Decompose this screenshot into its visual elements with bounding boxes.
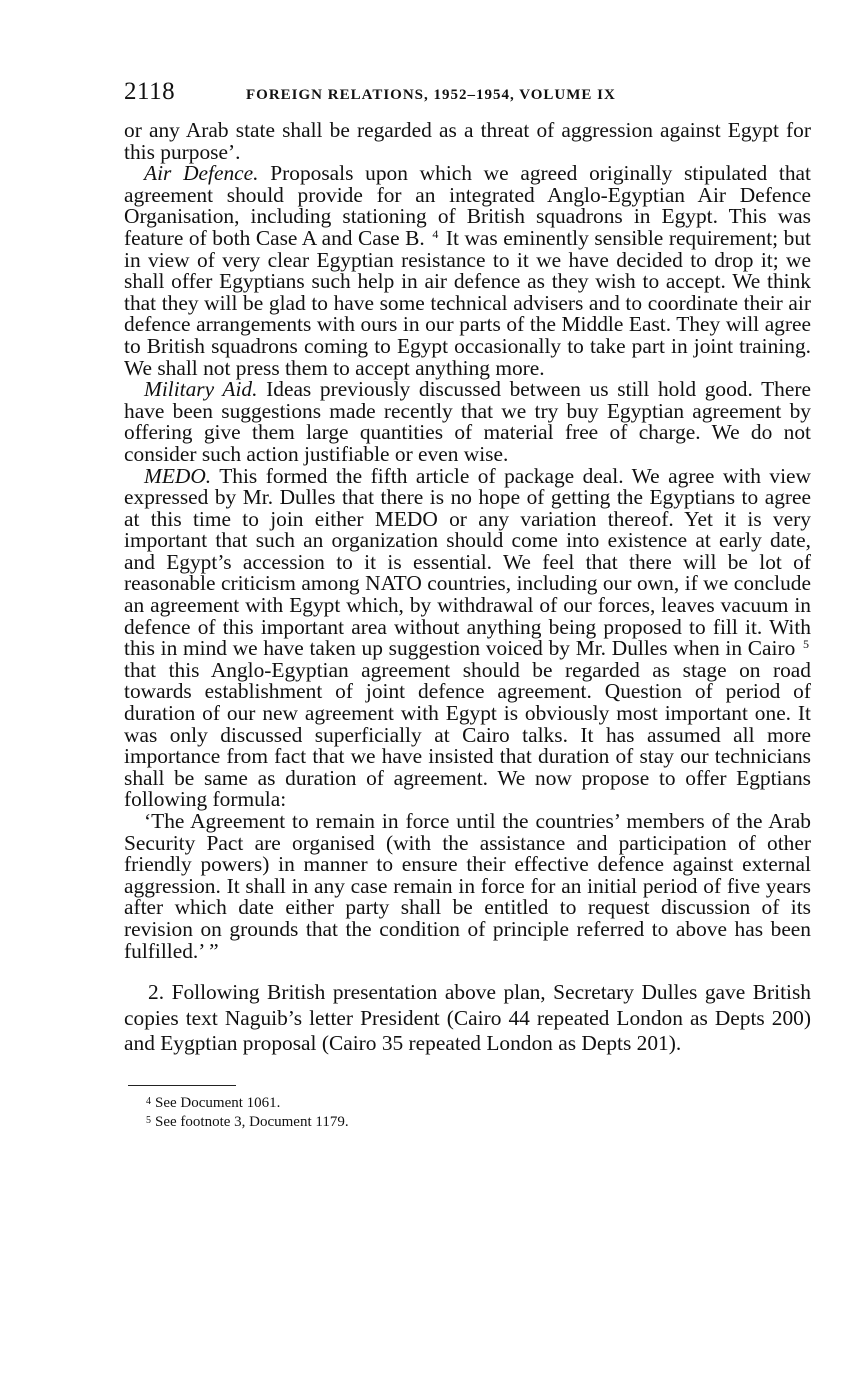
military-aid-paragraph xyxy=(124,379,811,465)
medo-heading: MEDO. xyxy=(144,463,212,488)
page-header xyxy=(124,78,811,114)
body-text xyxy=(124,120,811,962)
footnote-divider xyxy=(128,1085,236,1086)
continuation-paragraph: or any Arab state shall be regarded as a threat of aggression against Egypt for this purpose’. xyxy=(124,118,811,164)
footnote-ref-4: 4 xyxy=(432,226,439,241)
footnote-5-text: See footnote 3, Document 1179. xyxy=(155,1113,349,1130)
air-defence-text-part-2: It was eminently sensible requirement; but in view of very clear Egyptian resistance to it we have decided to drop it; we shall offer Egyptians such help in air defence as they wish to accept. We think that they will be glad to have some technical advisers and to coordinate their air defence arrangements with ours in our parts of the Middle East. They will agree to British squadrons coming to Egypt occasionally to take part in joint training. We shall not press them to accept anything more. xyxy=(124,225,811,380)
military-aid-text: Ideas previously discussed between us still hold good. There have been suggestions made recently that we try buy Egyptian agreement by offering give them large quantities of material free of charge. We do not consider such action justifiable or even wise. xyxy=(124,377,811,466)
medo-text-part-1: This formed the fifth article of package deal. We agree with view expressed by Mr. Dulles that there is no hope of getting the Egyptians to agree at this time to join either MEDO or any variation thereof. Yet it is very important that such an organization should come into existence at early date, and Egypt’s accession to it is essential. We feel that there will be lot of reasonable criticism among NATO countries, including our own, if we conclude an agreement with Egypt which, by withdrawal of our forces, leaves vacuum in defence of this important area without anything being proposed to fill it. With this in mind we have taken up suggestion voiced by Mr. Dulles when in Cairo xyxy=(124,463,811,661)
air-defence-text-part-1: Proposals upon which we agreed originally stipulated that agreement should provide for an integrated Anglo-Egyptian Air Defence Organisation, including stationing of British squadrons in Egypt. This was feature of both Case A and Case B. xyxy=(124,161,811,250)
military-aid-heading: Military Aid. xyxy=(144,377,258,402)
section-2-paragraph: 2. Following British presentation above plan, Secretary Dulles gave British copies text Naguib’s letter President (Cairo 44 repeated London as Depts 200) and Eygptian proposal (Cairo 35 repeated London as Depts 201). xyxy=(124,980,811,1056)
document-page xyxy=(124,78,811,1132)
medo-paragraph xyxy=(124,463,811,812)
footnote-4-marker: 4 xyxy=(146,1095,151,1107)
medo-text-part-2: that this Anglo-Egyptian agreement should be regarded as stage on road towards establishment of joint defence agreement. Question of period of duration of our new agreement with Egypt is obviously most important one. It was only discussed superficially at Cairo talks. It has assumed all more importance from fact that we have insisted that duration of stay our technicians shall be same as duration of agreement. We now propose to offer Egptians following formula: xyxy=(124,657,811,812)
footnote-4-text: See Document 1061. xyxy=(155,1094,281,1111)
footnote-4 xyxy=(146,1094,811,1113)
footnote-5 xyxy=(146,1113,811,1132)
air-defence-paragraph xyxy=(124,163,811,379)
air-defence-heading: Air Defence. xyxy=(144,161,259,186)
running-head: FOREIGN RELATIONS, 1952–1954, VOLUME IX xyxy=(246,87,616,103)
footnotes xyxy=(146,1094,811,1132)
footnote-5-marker: 5 xyxy=(146,1114,151,1126)
page-number: 2118 xyxy=(124,78,176,105)
formula-quote-paragraph: ‘The Agreement to remain in force until the countries’ members of the Arab Security Pact are organised (with the assistance and participation of other friendly powers) in manner to ensure their effective defence against external aggression. It shall in any case remain in force for an initial period of five years after which date either party shall be entitled to request discussion of its revision on grounds that the condition of principle referred to above has been fulfilled.’ ” xyxy=(124,809,811,963)
footnote-ref-5: 5 xyxy=(803,637,809,652)
